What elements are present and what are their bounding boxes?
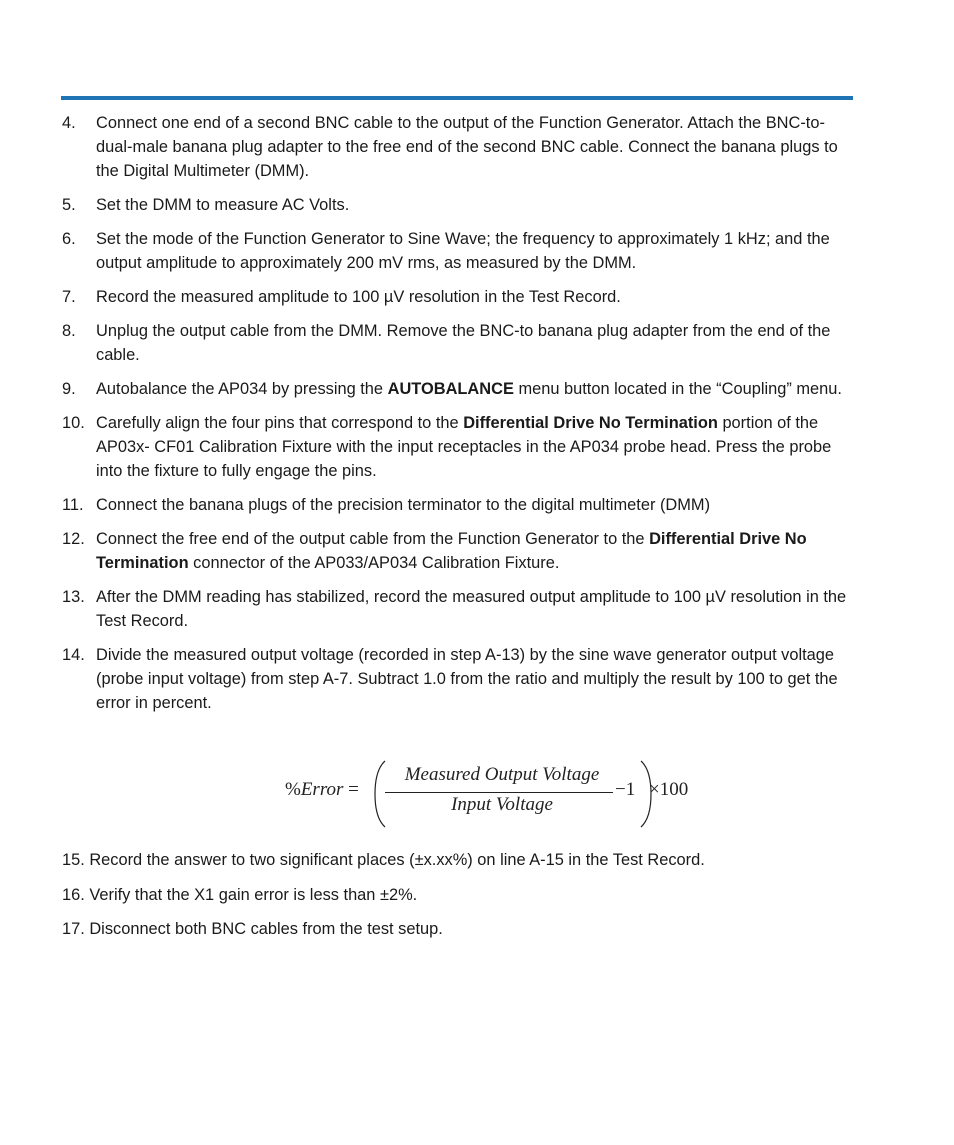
step-text-part: Set the mode of the Function Generator to Sine Wave; the frequency to approximately 1 kHz; and the output amplitude to approximately 200 mV rms, as measured by the DMM. bbox=[96, 230, 830, 272]
step-text bbox=[96, 288, 621, 306]
step-13 bbox=[62, 585, 852, 633]
step-text-part: After the DMM reading has stabilized, record the measured output amplitude to 100 µV resolution in the Test Record. bbox=[96, 588, 847, 630]
step-number: 11. bbox=[62, 496, 84, 514]
step-15: 15. Record the answer to two significant places (±x.xx%) on line A-15 in the Test Record. bbox=[62, 851, 705, 869]
step-6 bbox=[62, 227, 852, 275]
step-11 bbox=[62, 493, 852, 517]
step-text bbox=[96, 196, 349, 214]
step-number: 6. bbox=[62, 230, 76, 248]
step-text-part: Unplug the output cable from the DMM. Remove the BNC-to banana plug adapter from the end of the cable. bbox=[96, 322, 831, 364]
emphasis-text: AUTOBALANCE bbox=[387, 380, 514, 398]
step-number: 5. bbox=[62, 196, 76, 214]
step-text-part: menu button located in the “Coupling” menu. bbox=[513, 380, 842, 398]
step-text bbox=[96, 646, 838, 712]
step-number: 14. bbox=[62, 646, 85, 664]
step-10 bbox=[62, 411, 852, 483]
emphasis-text: Differential Drive No Termination bbox=[463, 414, 718, 432]
step-number: 7. bbox=[62, 288, 76, 306]
step-text bbox=[96, 496, 710, 514]
step-number: 9. bbox=[62, 380, 76, 398]
step-text bbox=[96, 414, 831, 480]
error-formula bbox=[285, 760, 715, 830]
step-text-part: Connect the banana plugs of the precision terminator to the digital multimeter (DMM) bbox=[96, 496, 711, 514]
step-text bbox=[96, 380, 842, 398]
step-text-part: Autobalance the AP034 by pressing the bbox=[96, 380, 388, 398]
step-text-part: connector of the AP033/AP034 Calibration Fixture. bbox=[188, 554, 560, 572]
left-paren-icon bbox=[373, 760, 387, 828]
step-8 bbox=[62, 319, 852, 367]
step-5 bbox=[62, 193, 852, 217]
step-number: 13. bbox=[62, 588, 85, 606]
step-text-part: Carefully align the four pins that correspond to the bbox=[96, 414, 464, 432]
step-number: 8. bbox=[62, 322, 76, 340]
step-16: 16. Verify that the X1 gain error is less than ±2%. bbox=[62, 886, 418, 904]
step-text-part: Divide the measured output voltage (recorded in step A-13) by the sine wave generator output voltage (probe input voltage) from step A-7. Subtract 1.0 from the ratio and multiply the result by 100 to get the error in percent. bbox=[96, 646, 838, 712]
step-text bbox=[96, 530, 807, 572]
step-9 bbox=[62, 377, 852, 401]
formula-minus-one: −1 bbox=[615, 779, 636, 800]
step-text bbox=[96, 230, 830, 272]
formula-numerator: Measured Output Voltage bbox=[404, 764, 600, 785]
formula-lhs: %Error = bbox=[285, 779, 359, 800]
step-text-part: Record the measured amplitude to 100 µV resolution in the Test Record. bbox=[96, 288, 621, 306]
formula-times-100: ×100 bbox=[649, 779, 689, 800]
step-text bbox=[96, 322, 830, 364]
step-text bbox=[96, 588, 846, 630]
step-17: 17. Disconnect both BNC cables from the test setup. bbox=[62, 920, 443, 938]
step-number: 10. bbox=[62, 414, 85, 432]
step-text-part: portion of the AP03x- CF01 Calibration Fixture with the input receptacles in the AP034 probe head. Press the probe into the fixture to fully engage the pins. bbox=[96, 414, 832, 480]
step-text-part: Connect one end of a second BNC cable to the output of the Function Generator. Attach the BNC-to-dual-male banana plug adapter to the free end of the second BNC cable. Connect the banana plugs to the Digital Multimeter (DMM). bbox=[96, 114, 838, 180]
step-number: 12. bbox=[62, 530, 85, 548]
step-12 bbox=[62, 527, 852, 575]
emphasis-text: Differential Drive No Termination bbox=[96, 530, 807, 572]
header-rule bbox=[61, 96, 853, 100]
step-7 bbox=[62, 285, 852, 309]
step-text bbox=[96, 114, 838, 180]
step-14 bbox=[62, 643, 852, 715]
procedure-steps bbox=[62, 111, 852, 725]
formula-denominator: Input Voltage bbox=[451, 794, 553, 815]
step-text-part: Set the DMM to measure AC Volts. bbox=[96, 196, 350, 214]
fraction-bar bbox=[385, 792, 613, 793]
step-number: 4. bbox=[62, 114, 76, 132]
step-4 bbox=[62, 111, 852, 183]
step-text-part: Connect the free end of the output cable from the Function Generator to the bbox=[96, 530, 650, 548]
